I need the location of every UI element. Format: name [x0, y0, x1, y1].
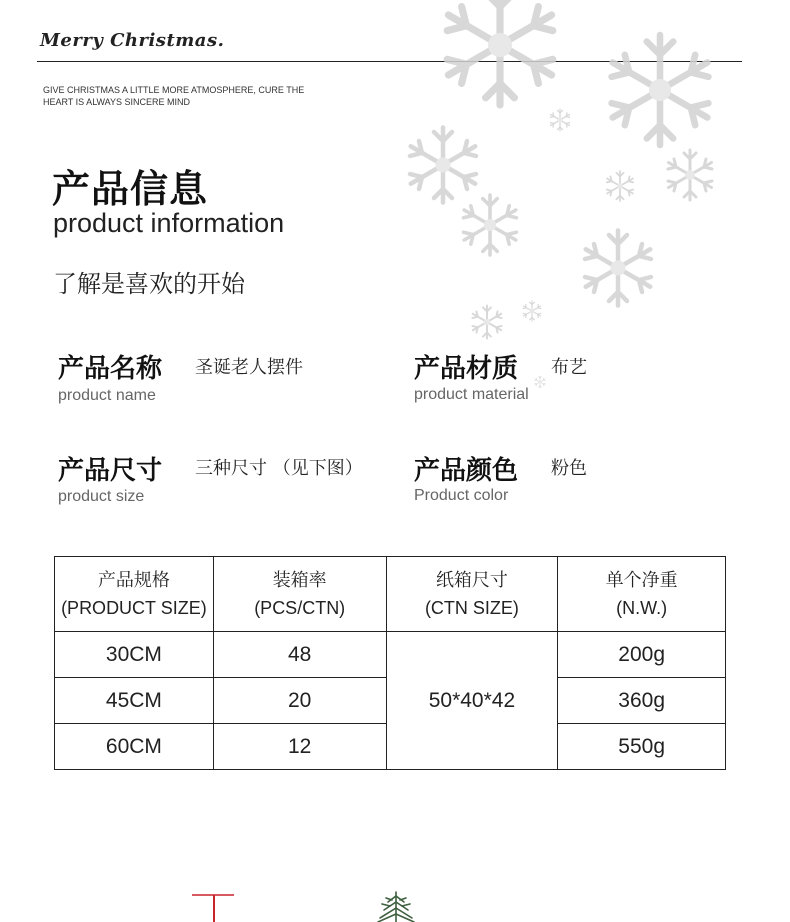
pcs-cell: 20 — [213, 678, 386, 724]
weight-cell: 550g — [558, 724, 726, 770]
table-header-cell — [55, 557, 214, 632]
christmas-tree-icon — [372, 890, 420, 922]
header-tagline: GIVE CHRISTMAS A LITTLE MORE ATMOSPHERE, CURE THE HEART IS ALWAYS SINCERE MIND — [43, 85, 305, 107]
snowflake-icon — [668, 150, 712, 200]
header-zh: 产品规格 — [97, 570, 170, 590]
snowflake-icon — [585, 231, 651, 306]
pcs-cell: 48 — [213, 632, 386, 678]
snowflake-icon — [464, 195, 517, 255]
header-en: (PCS/CTN) — [254, 598, 346, 618]
product-name-value: 圣诞老人摆件 — [195, 357, 303, 378]
product-size-label-en: product size — [58, 488, 145, 505]
snowflake-icon — [535, 376, 546, 388]
header-divider — [37, 61, 742, 62]
product-color-label-en: Product color — [414, 487, 509, 504]
product-material-label: 产品材质 — [414, 354, 519, 384]
red-measure-icon — [190, 893, 236, 922]
product-name-label: 产品名称 — [58, 354, 163, 384]
product-material-value: 布艺 — [551, 357, 587, 378]
header-zh: 单个净重 — [605, 570, 678, 590]
product-size-label: 产品尺寸 — [58, 456, 163, 486]
section-title-en: product information — [53, 208, 285, 238]
header-en: (N.W.) — [616, 598, 668, 618]
product-name-label-en: product name — [58, 387, 156, 404]
brand-title: Merry Christmas. — [40, 30, 225, 51]
size-cell: 45CM — [55, 678, 214, 724]
carton-size-cell: 50*40*42 — [386, 632, 558, 770]
weight-cell: 200g — [558, 632, 726, 678]
size-cell: 30CM — [55, 632, 214, 678]
snowflake-icon — [523, 301, 541, 321]
section-subtitle: 了解是喜欢的开始 — [53, 270, 245, 298]
snowflake-icon — [410, 128, 476, 203]
snowflake-icon — [472, 306, 501, 339]
size-cell: 60CM — [55, 724, 214, 770]
table-header-row — [55, 557, 726, 632]
product-color-label: 产品颜色 — [414, 456, 519, 486]
product-material-label-en: product material — [414, 386, 529, 403]
snowflake-icon — [550, 109, 569, 131]
snowflake-icon — [612, 35, 709, 145]
header-zh: 纸箱尺寸 — [435, 570, 508, 590]
section-title-zh: 产品信息 — [52, 167, 209, 211]
pcs-cell: 12 — [213, 724, 386, 770]
table-header-cell — [558, 557, 726, 632]
product-color-value: 粉色 — [551, 458, 587, 479]
header-zh: 装箱率 — [272, 570, 327, 590]
table-header-cell — [386, 557, 558, 632]
snowflake-icon — [607, 171, 633, 201]
weight-cell: 360g — [558, 678, 726, 724]
header-en: (CTN SIZE) — [424, 598, 519, 618]
header-en: (PRODUCT SIZE) — [61, 598, 207, 618]
product-size-value: 三种尺寸 （见下图） — [195, 458, 363, 479]
snowflake-icon — [447, 0, 553, 105]
table-header-cell — [213, 557, 386, 632]
spec-table — [54, 556, 726, 770]
table-row — [55, 632, 726, 678]
